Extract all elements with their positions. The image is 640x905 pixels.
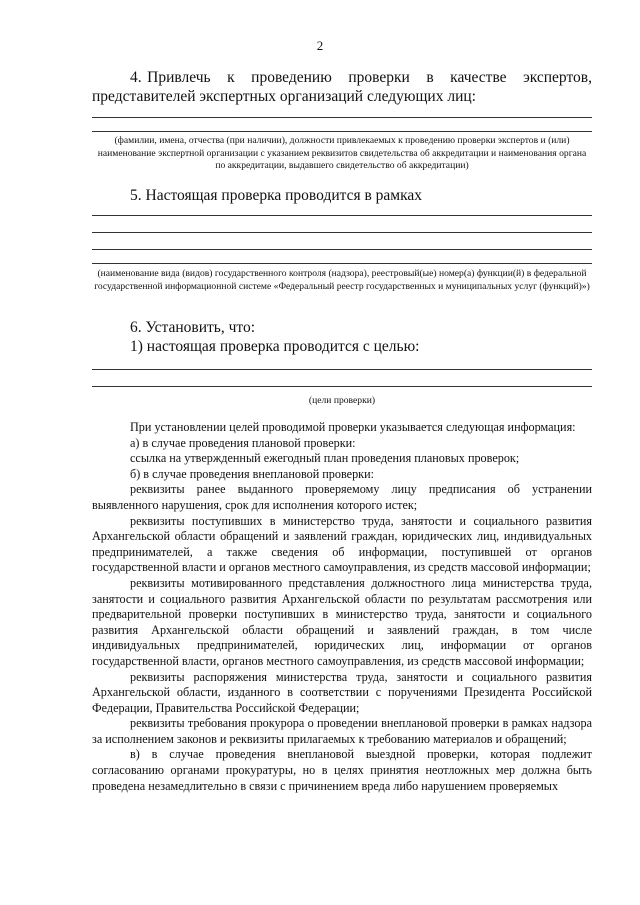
item6-sub1: 1) настоящая проверка проводится с целью: [130, 338, 420, 355]
fill-line [92, 117, 592, 118]
fill-line [92, 131, 592, 132]
fill-line [92, 249, 592, 250]
item5-heading: 5. Настоящая проверка проводится в рамках [130, 187, 423, 204]
fill-line [92, 386, 592, 387]
body-paragraph: реквизиты ранее выданного проверяемому лицу предписания об устранении выявленного нарушения, срок для исполнения которого истек; [92, 482, 592, 512]
body-paragraph: а) в случае проведения плановой проверки: [130, 435, 356, 450]
body-paragraph: реквизиты распоряжения министерства труда, занятости и социального развития Архангельской области, изданного в соответствии с поручениями Президента Российской Федерации, Правительства Российской Федерации; [92, 669, 592, 715]
item4-note: (фамилии, имена, отчества (при наличии), должности привлекаемых к проведению проверки экспертов и (или) наименование экспертной организации с указанием реквизитов свидетельства об аккредитации и наименования органа по аккредитации, выдавшего свидетельство об аккредитации) [97, 135, 587, 171]
item4-line2: представителей экспертных организаций следующих лиц: [92, 88, 476, 105]
fill-line [92, 369, 592, 370]
item4-heading [92, 68, 592, 106]
body-paragraph: реквизиты требования прокурора о проведении внеплановой проверки в рамках надзора за исполнением законов и реквизиты прилагаемых к требованию материалов и обращений; [92, 716, 592, 746]
item4-line1: 4. Привлечь к проведению проверки в качестве экспертов, [130, 69, 592, 86]
item6-note: (цели проверки) [308, 395, 376, 406]
body-paragraph: б) в случае проведения внеплановой проверки: [130, 466, 375, 481]
item5-note: (наименование вида (видов) государственного контроля (надзора), реестровый(ые) номер(а) функции(й) в федеральной государственной информационной системе «Федеральный реестр государственных и муниципальных услуг (функций)») [94, 268, 590, 292]
fill-line [92, 263, 592, 264]
fill-line [92, 232, 592, 233]
fill-line [92, 215, 592, 216]
body-text [92, 420, 592, 794]
body-paragraph: реквизиты мотивированного представления должностного лица министерства труда, занятости и социального развития Архангельской области по результатам рассмотрения или предварительной проверки поступивших в министерство труда, занятости и социального развития Архангельской области обращений и заявлений граждан, в том числе индивидуальных предпринимателей, юридических лиц, информации от органов государственной власти, органов местного самоуправления, из средств массовой информации; [92, 575, 592, 668]
body-paragraph: ссылка на утвержденный ежегодный план проведения плановых проверок; [130, 451, 520, 466]
page-number: 2 [316, 38, 324, 53]
item6-heading: 6. Установить, что: [130, 319, 256, 336]
body-paragraph: реквизиты поступивших в министерство труда, занятости и социального развития Архангельской области обращений и заявлений граждан, юридических лиц, индивидуальных предпринимателей, а также сведения об информации, поступившей от органов государственной власти и органов местного самоуправления, из средств массовой информации; [92, 513, 592, 575]
body-paragraph: в) в случае проведения внеплановой выездной проверки, которая подлежит согласованию органами прокуратуры, но в целях принятия неотложных мер должна быть проведена незамедлительно в связи с причинением вреда либо нарушением проверяемых [92, 747, 592, 793]
body-paragraph: При установлении целей проводимой проверки указывается следующая информация: [130, 420, 576, 434]
